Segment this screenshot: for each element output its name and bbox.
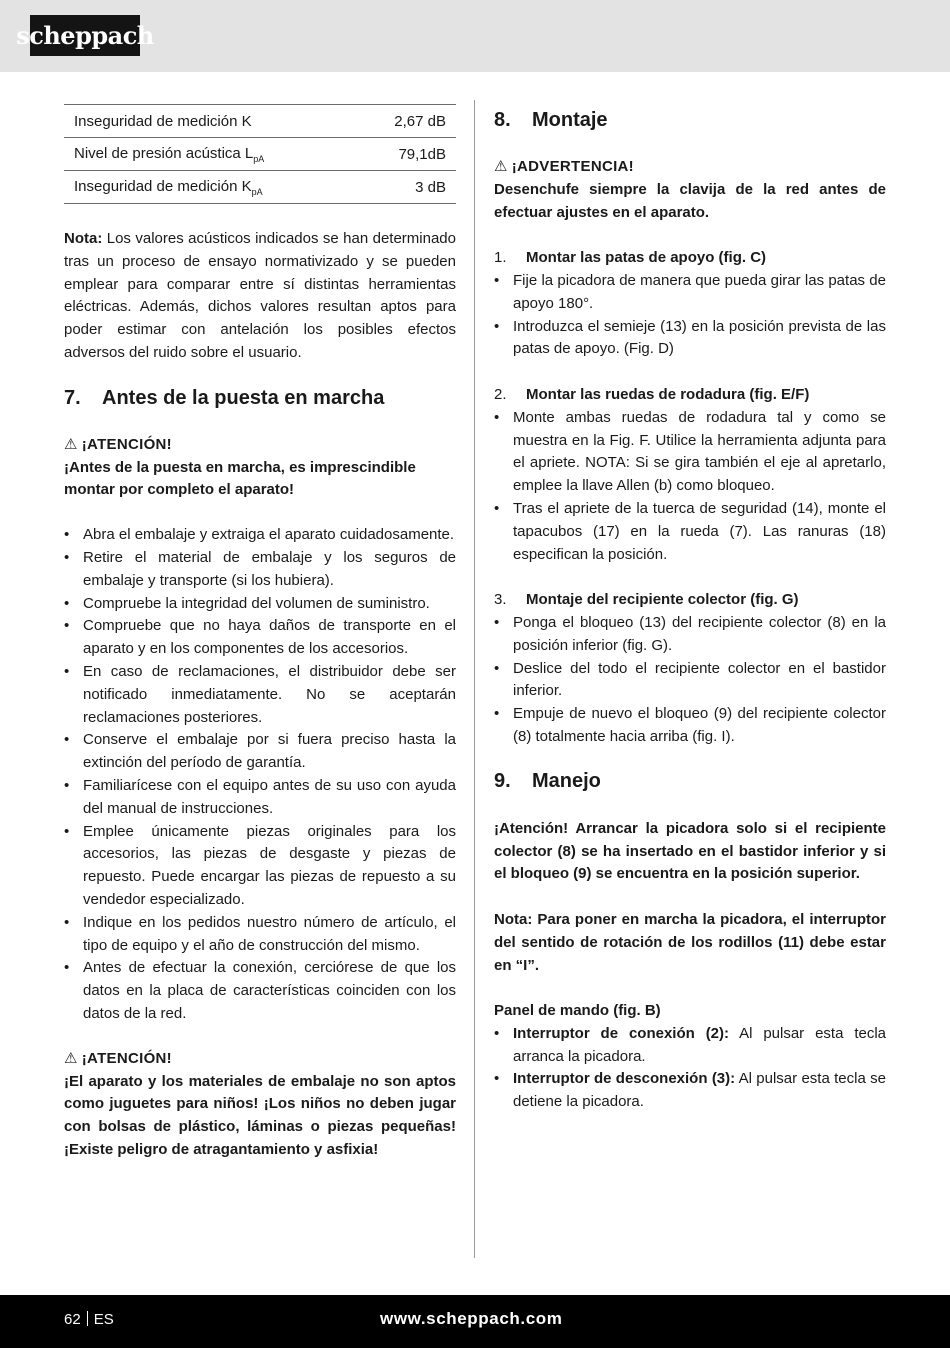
list-item: • Interruptor de desconexión (3): Al pulsar esta tecla se detiene la picadora.	[494, 1068, 886, 1114]
attention-label: ⚠ ¡ATENCIÓN!	[64, 1048, 456, 1071]
warning-label: ⚠ ¡ADVERTENCIA!	[494, 156, 886, 179]
list-item: • Indique en los pedidos nuestro número de artículo, el tipo de equipo y el año de construcción del mismo.	[64, 912, 456, 958]
children-warning-text: ¡El aparato y los materiales de embalaje no son aptos como juguetes para niños! ¡Los niños no deben jugar con bolsas de plástico, láminas o piezas pequeñas! ¡Existe peligro de atragantamiento y asfixia!	[64, 1072, 456, 1158]
spec-label: Inseguridad de medición $K_{pA}$	[64, 171, 356, 204]
section-9-heading: 9. Manejo	[494, 769, 601, 792]
warning-text: Desenchufe siempre la clavija de la red antes de efectuar ajustes en el aparato.	[494, 180, 886, 221]
list-item: • En caso de reclamaciones, el distribuidor debe ser notificado inmediatamente. No se aceptarán reclamaciones posteriores.	[64, 661, 456, 729]
list-item: • Monte ambas ruedas de rodadura tal y como se muestra en la Fig. F. Utilice la herramienta adjunta para el apriete. NOTA: Si se gira también el eje al apretarlo, emplee la llave Allen (b) como bloqueo.	[494, 407, 886, 498]
control-panel-list	[494, 1023, 886, 1114]
section-8-heading: 8. Montaje	[494, 109, 608, 131]
column-divider	[474, 100, 475, 1258]
spec-label: Inseguridad de medición K	[64, 105, 356, 138]
list-item: • Retire el material de embalaje y los seguros de embalaje y transporte (si los hubiera).	[64, 547, 456, 593]
list-item: • Empuje de nuevo el bloqueo (9) del recipiente colector (8) totalmente hacia arriba (fig. I).	[494, 703, 886, 749]
list-item: • Conserve el embalaje por si fuera preciso hasta la extinción del período de garantía.	[64, 729, 456, 775]
spec-value: 3 dB	[356, 171, 456, 204]
list-item: • Familiarícese con el equipo antes de su uso con ayuda del manual de instrucciones.	[64, 775, 456, 821]
table-row	[64, 105, 456, 138]
section-7-heading: 7. Antes de la puesta en marcha	[64, 386, 385, 409]
noise-spec-table	[64, 104, 456, 204]
spec-value: 2,67 dB	[356, 105, 456, 138]
list-item: • Emplee únicamente piezas originales para los accesorios, las piezas de desgaste y piezas de repuesto. Puede encargar las piezas de repuesto a su vendedor especializado.	[64, 821, 456, 912]
warning-triangle-icon: ⚠	[64, 1049, 78, 1067]
assembly-step-list	[494, 612, 886, 749]
assembly-step-heading: 1. Montar las patas de apoyo (fig. C)	[494, 249, 767, 267]
page-number: 62 ES	[64, 1311, 114, 1328]
list-item: • Compruebe la integridad del volumen de suministro.	[64, 593, 456, 616]
attention-text: ¡Antes de la puesta en marcha, es imprescindible montar por completo el aparato!	[64, 458, 416, 499]
list-item: • Abra el embalaje y extraiga el aparato cuidadosamente.	[64, 524, 456, 547]
brand-logo: scheppach	[30, 15, 140, 56]
attention-label: ⚠ ¡ATENCIÓN!	[64, 434, 456, 457]
operation-note: Nota: Para poner en marcha la picadora, el interruptor del sentido de rotación de los rodillos (11) debe estar en “I”.	[494, 910, 886, 974]
list-item: • Compruebe que no haya daños de transporte en el aparato y en los componentes de los accesorios.	[64, 615, 456, 661]
assembly-step-list	[494, 407, 886, 567]
assembly-step-list	[494, 270, 886, 361]
warning-triangle-icon: ⚠	[64, 435, 78, 453]
operation-attention: ¡Atención! Arrancar la picadora solo si el recipiente colector (8) se ha insertado en el bastidor inferior y si el bloqueo (9) se encuentra en la posición superior.	[494, 819, 886, 883]
page-header	[0, 0, 950, 72]
list-item: • Introduzca el semieje (13) en la posición prevista de las patas de apoyo. (Fig. D)	[494, 316, 886, 362]
assembly-step-heading: 2. Montar las ruedas de rodadura (fig. E/F)	[494, 385, 810, 403]
spec-label: Nivel de presión acústica $L_{pA}$	[64, 138, 356, 171]
table-row	[64, 138, 456, 171]
spec-value: 79,1dB	[356, 138, 456, 171]
list-item: • Antes de efectuar la conexión, cerciórese de que los datos en la placa de características coinciden con los datos de la red.	[64, 957, 456, 1025]
list-item: • Interruptor de conexión (2): Al pulsar esta tecla arranca la picadora.	[494, 1023, 886, 1069]
list-item: • Fije la picadora de manera que pueda girar las patas de apoyo 180°.	[494, 270, 886, 316]
page-footer	[0, 1295, 950, 1348]
preparation-list	[64, 524, 456, 1026]
assembly-steps	[494, 247, 886, 749]
control-panel-title: Panel de mando (fig. B)	[494, 1002, 661, 1020]
right-column	[494, 100, 886, 1114]
left-column	[64, 100, 456, 1162]
warning-triangle-icon: ⚠	[494, 158, 508, 175]
table-row	[64, 171, 456, 204]
list-item: • Deslice del todo el recipiente colector en el bastidor inferior.	[494, 658, 886, 704]
assembly-step-heading: 3. Montaje del recipiente colector (fig. G)	[494, 591, 799, 609]
website-url: www.scheppach.com	[380, 1309, 563, 1328]
noise-note: Nota: Los valores acústicos indicados se han determinado tras un proceso de ensayo normativizado y se pueden emplear para comparar entre sí distintas herramientas eléctricas. Además, dichos valores resultan aptos para poder estimar con antelación los posibles efectos adversos del ruido sobre el usuario.	[64, 230, 456, 361]
list-item: • Ponga el bloqueo (13) del recipiente colector (8) en la posición inferior (fig. G).	[494, 612, 886, 658]
list-item: • Tras el apriete de la tuerca de seguridad (14), monte el tapacubos (17) en la rueda (7). Las ranuras (18) especifican la posición.	[494, 498, 886, 566]
